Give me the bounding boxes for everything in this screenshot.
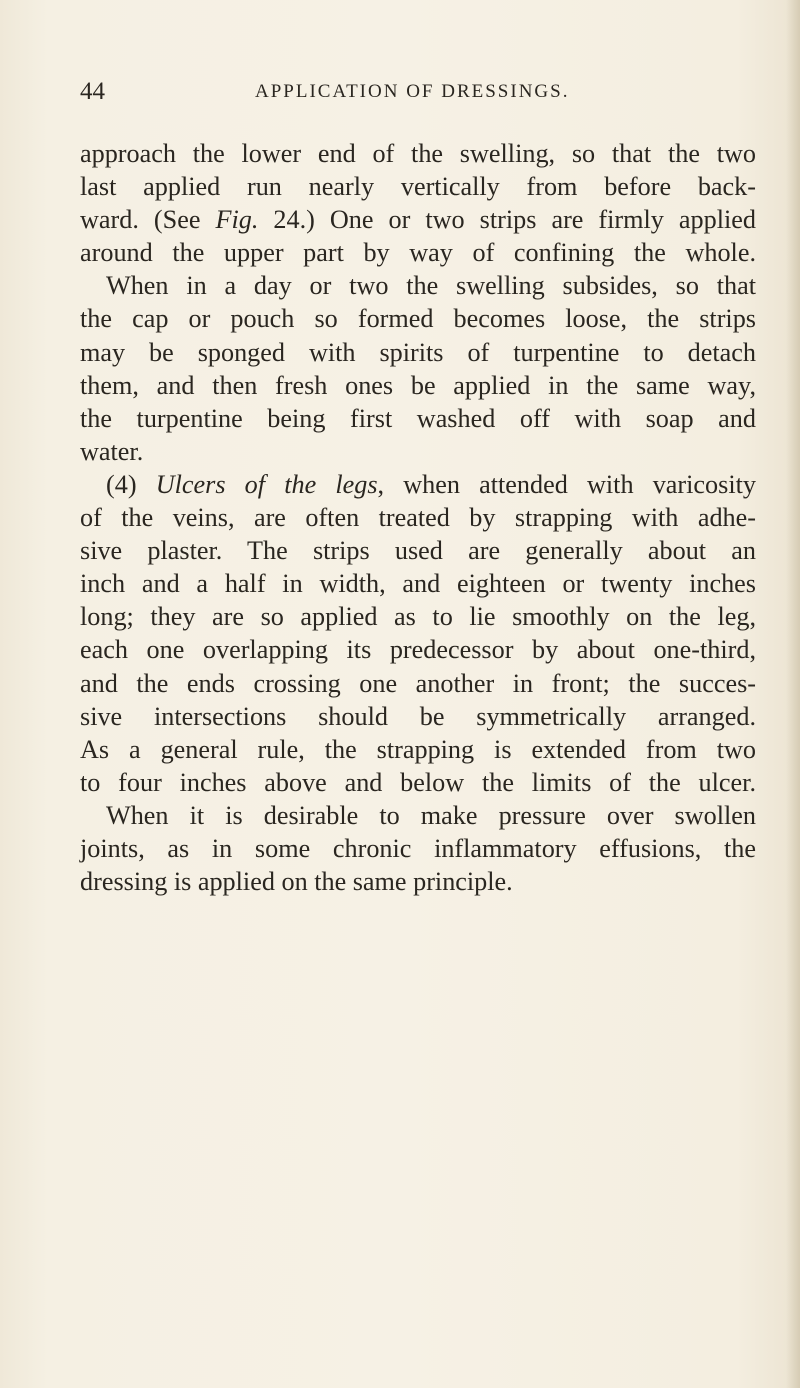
body-text [80,137,756,898]
text-line-6: the cap or pouch so formed becomes loose, the strips [80,304,756,334]
text-line-11-before: (4) [106,469,156,499]
text-line-16: each one overlapping its predecessor by about one-third, [80,635,756,665]
text-line-7: may be sponged with spirits of turpentine to detach [80,337,756,367]
page-number: 44 [80,78,105,105]
text-line-15: long; they are so applied as to lie smoothly on the leg, [80,602,756,632]
text-line-5: When in a day or two the swelling subsides, so that [106,271,756,301]
text-line-3-after: 24.) One or two strips are firmly applied [258,205,756,235]
text-line-4: around the upper part by way of confining the whole. [80,238,756,268]
text-line-14: inch and a half in width, and eighteen or twenty inches [80,569,756,599]
text-line-18: sive intersections should be symmetrically arranged. [80,701,756,731]
page-header [80,76,720,108]
page-edge-shadow [786,0,800,1388]
text-line-2: last applied run nearly vertically from before back- [80,172,756,202]
text-line-21: When it is desirable to make pressure over swollen [106,800,756,830]
running-head: APPLICATION OF DRESSINGS. [255,81,570,102]
text-line-17: and the ends crossing one another in front; the succes- [80,668,756,698]
text-line-3 [80,203,756,236]
text-line-10: water. [80,436,144,466]
text-line-12: of the veins, are often treated by strapping with adhe- [80,503,756,533]
text-line-22: joints, as in some chronic inflammatory effusions, the [80,833,756,863]
text-line-11 [80,468,756,501]
figure-reference: Fig. [215,205,259,235]
text-line-8: them, and then fresh ones be applied in the same way, [80,370,756,400]
text-line-11-after: , when attended with varicosity [377,469,756,499]
text-line-3-before: ward. (See [80,205,216,235]
section-heading-italic: Ulcers of the legs [155,469,378,499]
text-line-1: approach the lower end of the swelling, so that the two [80,139,756,168]
text-line-23: dressing is applied on the same principle. [80,867,513,897]
text-line-13: sive plaster. The strips used are generally about an [80,536,756,566]
text-line-9: the turpentine being first washed off with soap and [80,403,756,433]
text-line-19: As a general rule, the strapping is extended from two [80,734,756,764]
text-line-20: to four inches above and below the limits of the ulcer. [80,767,756,797]
